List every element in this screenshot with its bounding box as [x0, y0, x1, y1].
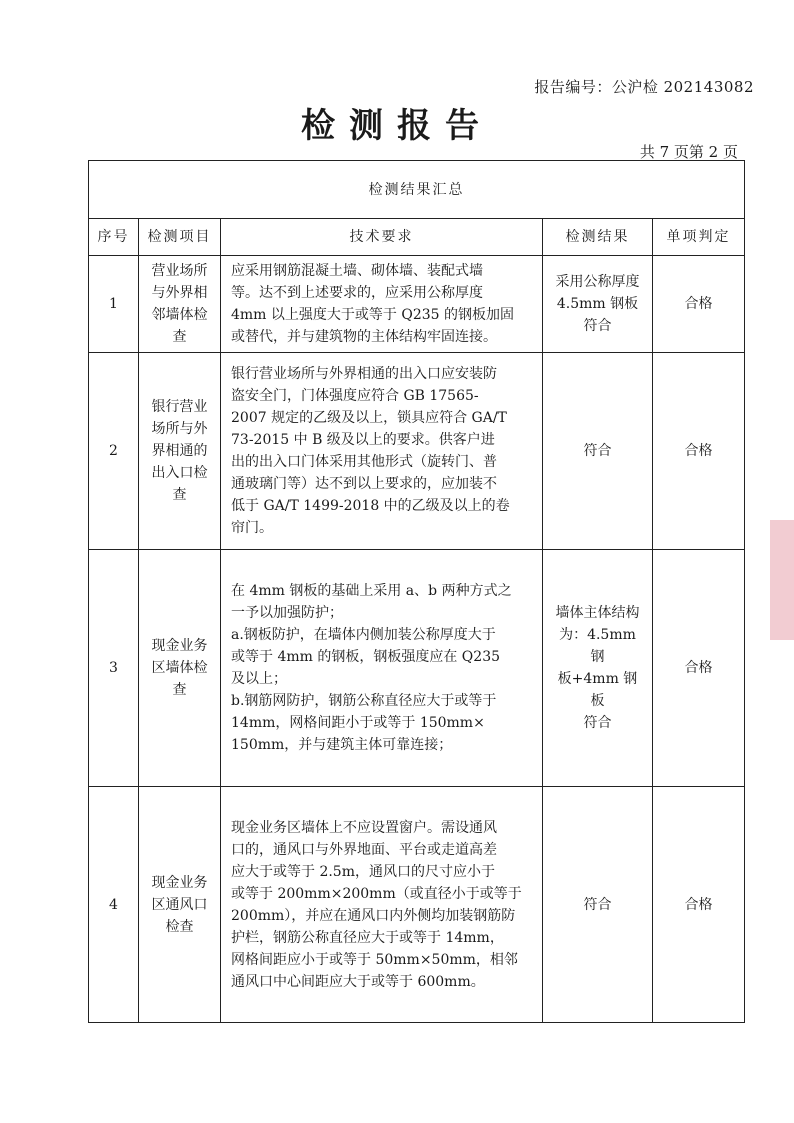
item-line: 营业场所 [151, 263, 208, 279]
row-result [543, 550, 653, 787]
row-item [139, 256, 221, 353]
col-header-item: 检测项目 [139, 219, 221, 256]
results-table [88, 160, 745, 1023]
result-line: 采用公称厚度 [555, 274, 640, 290]
requirement-line: 一予以加强防护； [231, 605, 343, 621]
item-line: 与外界相 [151, 285, 208, 301]
row-result [543, 256, 653, 353]
result-line: 板+4mm 钢板 [557, 671, 638, 709]
row-verdict: 合格 [653, 353, 745, 550]
requirement-line: 等。达不到上述要求的，应采用公称厚度 [231, 285, 483, 301]
col-header-no: 序号 [89, 219, 139, 256]
table-row [89, 353, 745, 550]
row-no: 4 [89, 787, 139, 1023]
item-line: 现金业务 [151, 638, 208, 654]
result-line: 4.5mm 钢板 [556, 296, 639, 312]
requirement-line: 或等于 4mm 的钢板，钢板强度应在 Q235 [231, 649, 501, 665]
row-item [139, 787, 221, 1023]
result-line: 符合 [583, 443, 612, 459]
col-header-result: 检测结果 [543, 219, 653, 256]
item-line: 场所与外 [151, 421, 208, 437]
requirement-line: 通玻璃门等）达不到以上要求的，应加装不 [231, 476, 497, 492]
requirement-line: 盗安全门，门体强度应符合 GB 17565- [231, 388, 479, 404]
requirement-line: a.钢板防护，在墙体内侧加装公称厚度大于 [231, 627, 496, 643]
item-line: 查 [172, 682, 187, 698]
item-line: 现金业务 [151, 874, 208, 891]
table-row [89, 550, 745, 787]
requirement-line: 14mm，网格间距小于或等于 150mm× [231, 715, 485, 731]
requirement-line: 应采用钢筋混凝土墙、砌体墙、装配式墙 [231, 263, 483, 279]
col-header-verdict: 单项判定 [653, 219, 745, 256]
requirement-line: 网格间距应小于或等于 50mm×50mm，相邻 [231, 951, 518, 968]
item-line: 出入口检 [151, 465, 208, 481]
row-result [543, 353, 653, 550]
requirement-line: 或替代，并与建筑物的主体结构牢固连接。 [231, 329, 497, 345]
row-item [139, 550, 221, 787]
requirement-line: 出的出入口门体采用其他形式（旋转门、普 [231, 454, 497, 470]
row-verdict: 合格 [653, 550, 745, 787]
requirement-line: 护栏，钢筋公称直径应大于或等于 14mm， [231, 929, 504, 946]
requirement-line: 银行营业场所与外界相通的出入口应安装防 [231, 366, 497, 382]
row-no: 1 [89, 256, 139, 353]
row-requirement [221, 353, 543, 550]
result-line: 符合 [583, 896, 612, 913]
row-requirement [221, 787, 543, 1023]
requirement-line: 或等于 200mm×200mm（或直径小于或等于 [231, 885, 522, 902]
requirement-line: 73-2015 中 B 级及以上的要求。供客户进 [231, 432, 495, 448]
requirement-line: 2007 规定的乙级及以上，锁具应符合 GA/T [231, 410, 507, 426]
requirement-line: 帘门。 [231, 520, 273, 536]
row-no: 3 [89, 550, 139, 787]
result-line: 为：4.5mm 钢 [559, 627, 636, 665]
section-title: 检测结果汇总 [89, 161, 745, 219]
row-verdict: 合格 [653, 256, 745, 353]
page-number: 共 7 页第 2 页 [639, 143, 738, 161]
requirement-line: 在 4mm 钢板的基础上采用 a、b 两种方式之 [231, 583, 512, 599]
table-row [89, 256, 745, 353]
requirement-line: 200mm），并应在通风口内外侧均加装钢筋防 [231, 907, 516, 924]
item-line: 邻墙体检 [151, 307, 208, 323]
seal-stamp-fragment [770, 520, 794, 640]
requirement-line: b.钢筋网防护，钢筋公称直径应大于或等于 [231, 693, 497, 709]
item-line: 查 [172, 329, 187, 345]
result-line: 符合 [583, 318, 612, 334]
item-line: 检查 [165, 918, 194, 935]
page-title: 检测报告 [301, 106, 493, 146]
requirement-line: 口的，通风口与外界地面、平台或走道高差 [231, 841, 497, 858]
result-line: 符合 [583, 715, 612, 731]
col-header-requirement: 技术要求 [221, 219, 543, 256]
table-header-row [89, 219, 745, 256]
requirement-line: 4mm 以上强度大于或等于 Q235 的钢板加固 [231, 307, 515, 323]
result-line: 墙体主体结构 [555, 605, 640, 621]
item-line: 查 [172, 487, 187, 503]
row-verdict: 合格 [653, 787, 745, 1023]
requirement-line: 应大于或等于 2.5m，通风口的尺寸应小于 [231, 863, 495, 880]
table-row [89, 787, 745, 1023]
requirement-line: 通风口中心间距应大于或等于 600mm。 [231, 973, 485, 990]
report-number: 报告编号：公沪检 202143082 [534, 78, 754, 96]
requirement-line: 低于 GA/T 1499-2018 中的乙级及以上的卷 [231, 498, 510, 514]
item-line: 区墙体检 [151, 660, 208, 676]
requirement-line: 及以上； [231, 671, 287, 687]
row-requirement [221, 256, 543, 353]
requirement-line: 现金业务区墙体上不应设置窗户。需设通风 [231, 819, 497, 836]
row-no: 2 [89, 353, 139, 550]
item-line: 银行营业 [151, 399, 208, 415]
requirement-line: 150mm，并与建筑主体可靠连接； [231, 737, 453, 753]
row-requirement [221, 550, 543, 787]
item-line: 区通风口 [151, 896, 208, 913]
row-result [543, 787, 653, 1023]
item-line: 界相通的 [151, 443, 208, 459]
row-item [139, 353, 221, 550]
